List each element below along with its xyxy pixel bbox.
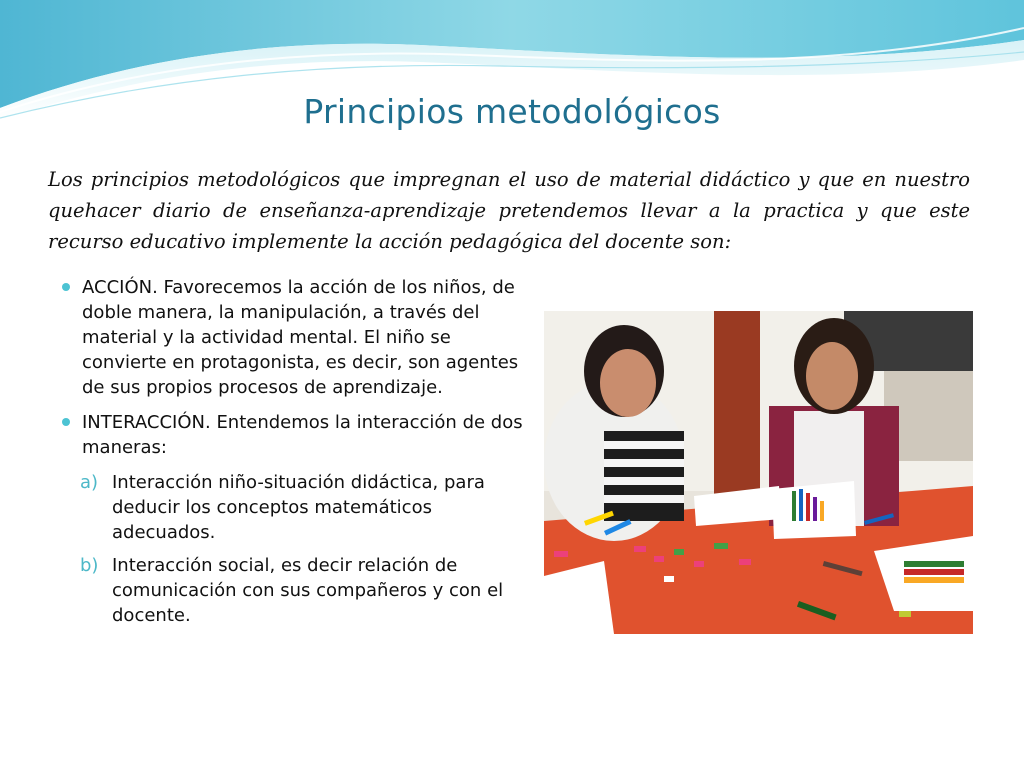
- slide-title: Principios metodológicos: [303, 92, 721, 131]
- classroom-photo: [544, 311, 973, 634]
- subitem-marker: b): [80, 555, 99, 576]
- intro-paragraph: Los principios metodológicos que impregnan el uso de material didáctico y que en nuestro quehacer diario de enseñanza-aprendizaje pretendemos llevar a la practica y que este recurso educativo implemente la acción pedagógica del docente son:: [48, 168, 970, 253]
- bullet-list: [58, 275, 528, 636]
- bullet-dot-icon: [62, 283, 70, 291]
- bullet-dot-icon: [62, 418, 70, 426]
- bullet-interaccion: [58, 410, 528, 460]
- bullet-accion: [58, 275, 528, 400]
- bullet-text: ACCIÓN. Favorecemos la acción de los niños, de doble manera, la manipulación, a través del material y la actividad mental. El niño se convierte en protagonista, es decir, son agentes de sus propios procesos de aprendizaje.: [82, 277, 519, 398]
- subitem-text: Interacción social, es decir relación de comunicación con sus compañeros y con el docente.: [112, 555, 504, 626]
- subitem-a: [58, 470, 528, 545]
- subitem-marker: a): [80, 472, 99, 493]
- bullet-text: INTERACCIÓN. Entendemos la interacción de dos maneras:: [82, 412, 523, 458]
- subitem-text: Interacción niño-situación didáctica, para deducir los conceptos matemáticos adecuados.: [112, 472, 485, 543]
- subitem-b: [58, 553, 528, 628]
